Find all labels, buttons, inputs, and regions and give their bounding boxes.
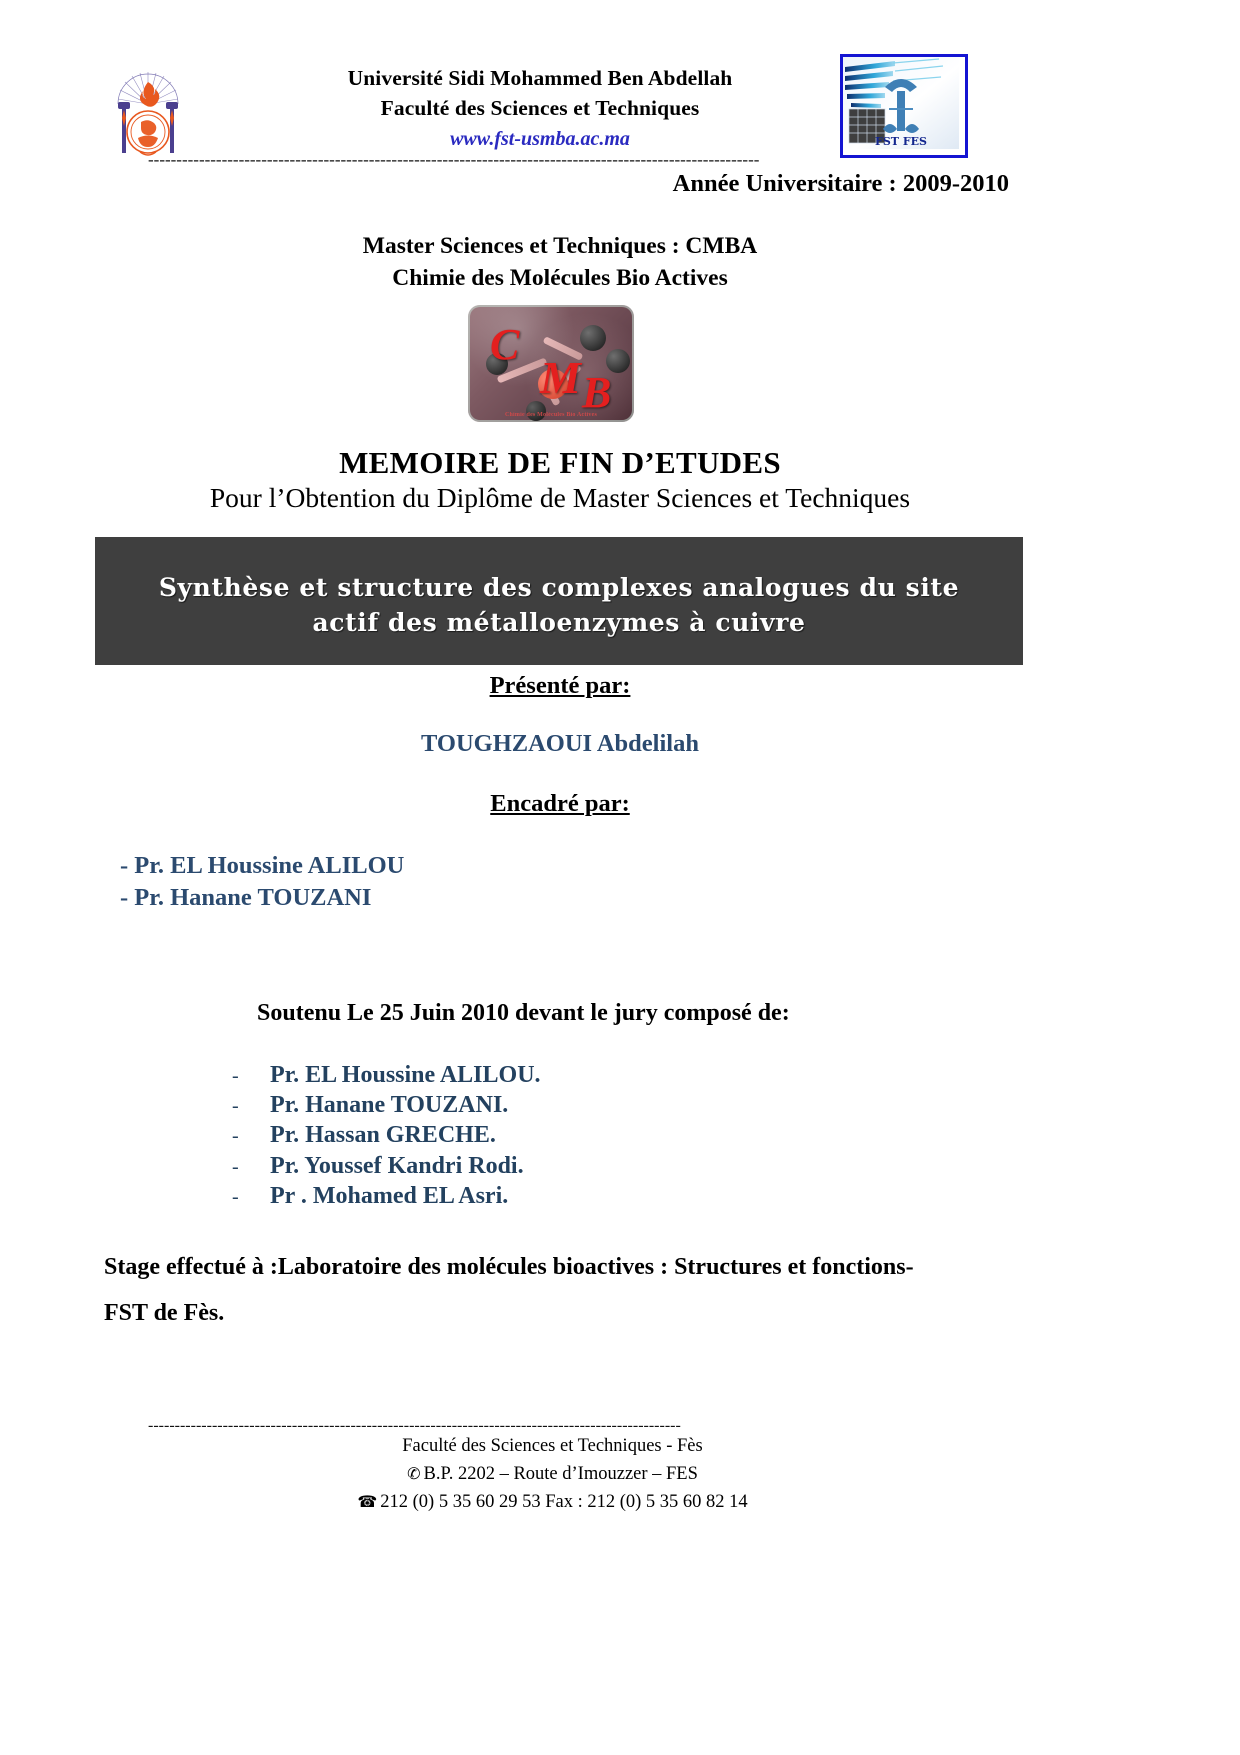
supervisor-list	[120, 850, 820, 914]
program-line-2: Chimie des Molécules Bio Actives	[392, 265, 728, 292]
jury-member-name: Pr. Hassan GRECHE.	[270, 1122, 496, 1149]
fax-icon: ✆	[407, 1466, 421, 1484]
internship-block	[104, 1245, 1034, 1336]
emblem-letter-b: B	[582, 368, 612, 417]
thesis-title-line-2: actif des métalloenzymes à cuivre	[312, 608, 806, 637]
internship-line-1: Stage effectué à :Laboratoire des molécules bioactives : Structures et fonctions-	[104, 1254, 914, 1280]
university-name: Université Sidi Mohammed Ben Abdellah	[347, 66, 733, 90]
atom	[526, 401, 546, 421]
jury-member-name: Pr. EL Houssine ALILOU.	[270, 1062, 541, 1088]
footer-address: B.P. 2202 – Route d’Imouzzer – FES	[423, 1464, 698, 1485]
fst-fes-logo-icon	[840, 54, 968, 158]
program-block	[0, 230, 1120, 295]
atom	[580, 325, 606, 351]
faculty-website[interactable]: www.fst-usmba.ac.ma	[450, 128, 630, 151]
jury-item	[232, 1181, 932, 1211]
emblem-letter-c: C	[490, 320, 520, 369]
footer-divider	[148, 1424, 958, 1428]
page-footer	[0, 1433, 1105, 1517]
svg-text:FST FES: FST FES	[875, 135, 927, 148]
list-bullet: -	[232, 1065, 239, 1087]
internship-line-2: FST de Fès.	[104, 1299, 225, 1326]
jury-item	[232, 1060, 932, 1090]
usmba-university-seal-icon	[100, 52, 196, 160]
list-bullet: -	[232, 1185, 239, 1208]
program-line-1: Master Sciences et Techniques : CMBA	[362, 233, 758, 259]
jury-item	[232, 1090, 932, 1120]
footer-faculty: Faculté des Sciences et Techniques - Fès	[402, 1436, 703, 1456]
presented-by-label: Présenté par:	[489, 672, 631, 699]
academic-year: Année Universitaire : 2009-2010	[672, 170, 1009, 197]
list-bullet: -	[232, 1125, 239, 1148]
supervisor-item: - Pr. Hanane TOUZANI	[120, 883, 372, 911]
emblem-letter-m: M	[540, 352, 581, 403]
footer-phone: 212 (0) 5 35 60 29 53 Fax : 212 (0) 5 35 60 82 14	[380, 1492, 748, 1513]
document-purpose: Pour l’Obtention du Diplôme de Master Sciences et Techniques	[209, 482, 911, 513]
thesis-title-line-1: Synthèse et structure des complexes analogues du site	[158, 572, 960, 602]
jury-member-name: Pr . Mohamed EL Asri.	[270, 1182, 509, 1209]
header-title-block	[250, 64, 830, 154]
jury-item	[232, 1151, 932, 1181]
supervisor-item: - Pr. EL Houssine ALILOU	[120, 852, 405, 879]
telephone-icon: ☎	[357, 1494, 378, 1512]
jury-member-name: Pr. Youssef Kandri Rodi.	[270, 1152, 524, 1179]
footer-phone-row	[0, 1488, 1105, 1516]
document-type-title: MEMOIRE DE FIN D’ETUDES	[339, 445, 781, 480]
jury-list	[232, 1060, 932, 1211]
supervised-by-label: Encadré par:	[490, 790, 630, 817]
header-divider	[148, 158, 1000, 162]
faculty-name: Faculté des Sciences et Techniques	[380, 95, 700, 120]
thesis-title-banner	[95, 537, 1023, 665]
author-name: TOUGHZAOUI Abdelilah	[421, 730, 699, 757]
emblem-caption: Chimie des Molécules Bio Actives	[504, 412, 598, 418]
footer-address-row	[0, 1460, 1105, 1488]
cmba-molecule-emblem-icon	[468, 305, 634, 422]
defense-line: Soutenu Le 25 Juin 2010 devant le jury composé de:	[257, 1000, 790, 1026]
page-header	[100, 52, 1140, 162]
jury-item	[232, 1120, 932, 1150]
list-bullet: -	[232, 1095, 239, 1118]
jury-member-name: Pr. Hanane TOUZANI.	[270, 1092, 509, 1119]
list-bullet: -	[232, 1155, 239, 1178]
